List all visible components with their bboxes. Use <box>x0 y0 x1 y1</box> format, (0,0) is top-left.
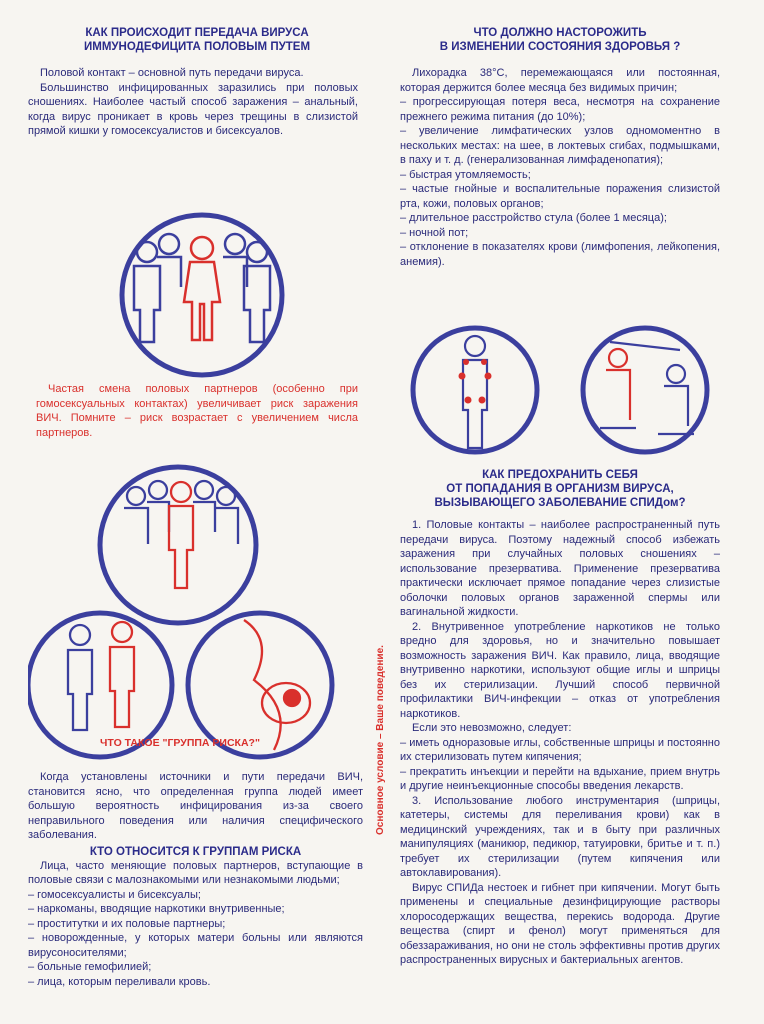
title-line-1: ЧТО ДОЛЖНО НАСТОРОЖИТЬ <box>473 27 647 39</box>
side-slogan-text: Основное условие – Ваше поведение. <box>375 645 386 835</box>
title-line-2: В ИЗМЕНЕНИИ СОСТОЯНИЯ ЗДОРОВЬЯ ? <box>439 41 681 53</box>
partners-warning <box>36 382 358 440</box>
section-title-prevention <box>400 468 720 510</box>
symptoms-illustration <box>400 318 720 458</box>
prevention-text <box>400 518 720 968</box>
title-line-1: КАК ПРЕДОХРАНИТЬ СЕБЯ <box>482 469 638 481</box>
paragraph: 1. Половые контакты – наиболее распространенный путь передачи вируса. Поэтому надежный способ избежать заражения при случайных половых сношениях – использование презерватива. Применение презерватива практически исключает прямое попадание через слизистые оболочки половых органов зараженной спермы или вагинальной жидкости. <box>400 519 720 618</box>
list-item: – прогрессирующая потеря веса, несмотря на сохранение прежнего режима питания (до 10%); <box>400 96 720 123</box>
symptoms-list <box>400 95 720 269</box>
paragraph: Вирус СПИДа нестоек и гибнет при кипячении. Могут быть применены и специальные дезинфицирующие растворы хлоросодержащих вещества, перекись водорода. Другие вещества (спирт и фенол) могут применяться для обеззараживания, но они не столь эффективны против других распространенных вирусных и бактериальных агентов. <box>400 881 720 966</box>
prevention-list <box>400 736 720 794</box>
list-item: – новорожденные, у которых матери больны или являются вирусоносителями; <box>28 932 363 959</box>
title-line-1: КАК ПРОИСХОДИТ ПЕРЕДАЧА ВИРУСА <box>85 27 309 39</box>
risk-group-text <box>28 770 363 989</box>
paragraph: Если это невозможно, следует: <box>412 722 572 734</box>
list-item: – больные гемофилией; <box>28 961 152 973</box>
section-title-symptoms <box>400 26 720 54</box>
side-slogan <box>368 600 390 840</box>
list-item: – длительное расстройство стула (более 1 месяца); <box>400 212 667 224</box>
list-item: – отклонение в показателях крови (лимфопения, лейкопения, анемия). <box>400 241 720 268</box>
list-item: – лица, которым переливали кровь. <box>28 975 211 988</box>
list-item: – ночной пот; <box>400 226 469 239</box>
paragraph: Лихорадка 38°С, перемежающаяся или постоянная, которая держится более месяца без видимых причин; <box>400 67 720 94</box>
paragraph: Когда установлены источники и пути передачи ВИЧ, становится ясно, что определенная группа людей имеет большую вероятность инфицирования из-за своего неправильного поведения или наличия специфического заболевания. <box>28 771 363 841</box>
risk-caption: ЧТО ТАКОЕ "ГРУППА РИСКА?" <box>100 737 260 749</box>
paragraph: Лица, часто меняющие половых партнеров, вступающие в половые связи с малознакомыми или незнакомыми людьми; <box>28 859 363 886</box>
list-item: – частые гнойные и воспалительные поражения слизистой рта, кожи, половых органов; <box>400 183 720 210</box>
paragraph: Половой контакт – основной путь передачи вируса. <box>40 67 304 79</box>
section-title-risk-groups: КТО ОТНОСИТСЯ К ГРУППАМ РИСКА <box>89 845 302 858</box>
title-line-3: ВЫЗЫВАЮЩЕГО ЗАБОЛЕВАНИЕ СПИДом? <box>434 497 686 509</box>
transmission-text <box>28 66 358 139</box>
paragraph: Большинство инфицированных заразились при половых сношениях. Наиболее частый способ заражения – анальный, когда вирус проникает в кровь через трещины в слизистой прямой кишки у гомосексуалистов и бисексуалов. <box>28 81 358 137</box>
paragraph: 3. Использование любого инструментария (шприцы, катетеры, системы для переливания крови) как в медицинский учреждениях, так и в быту при различных манипуляциях (маникюр, педикюр, татуировки, бритье и т. п.) требует их стерилизации (путем кипячения или автоклавирования). <box>400 794 720 879</box>
warning-text: Частая смена половых партнеров (особенно при гомосексуальных контактах) увеличивает риск заражения ВИЧ. Помните – риск возрастает с увеличением числа партнеров. <box>36 383 358 439</box>
list-item: – увеличение лимфатических узлов одномоментно в нескольких местах: на шее, в локтевых сгибах, подмышками, в паху и т. д. (генерализованная лимфаденопатия); <box>400 125 720 166</box>
risk-groups-list <box>28 888 363 990</box>
paragraph: 2. Внутривенное употребление наркотиков не только вредно для здоровья, но и значительно повышает возможность заражения ВИЧ. Как правило, лица, вводящие внутривенно наркотики, используют общие иглы и шприцы без их стерилизации. Лучший способ первичной профилактики ВИЧ-инфекции – отказ от употребления наркотиков. <box>400 620 720 720</box>
list-item: – прекратить инъекции и перейти на вдыхание, прием внутрь и другие неинъекционные способы введения лекарств. <box>400 765 720 792</box>
section-title-transmission <box>28 26 366 54</box>
list-item: – быстрая утомляемость; <box>400 168 531 181</box>
symptoms-text <box>400 66 720 269</box>
title-line-2: ОТ ПОПАДАНИЯ В ОРГАНИЗМ ВИРУСА, <box>446 483 674 495</box>
list-item: – проститутки и их половые партнеры; <box>28 917 226 930</box>
title-line-2: ИММУНОДЕФИЦИТА ПОЛОВЫМ ПУТЕМ <box>83 41 311 53</box>
list-item: – гомосексуалисты и бисексуалы; <box>28 888 201 901</box>
group-partners-illustration <box>102 200 302 380</box>
list-item: – наркоманы, вводящие наркотики внутривенные; <box>28 903 285 915</box>
list-item: – иметь одноразовые иглы, собственные шприцы и постоянно их стерилизовать путем кипячения; <box>400 736 720 763</box>
risk-group-illustration <box>28 460 368 790</box>
